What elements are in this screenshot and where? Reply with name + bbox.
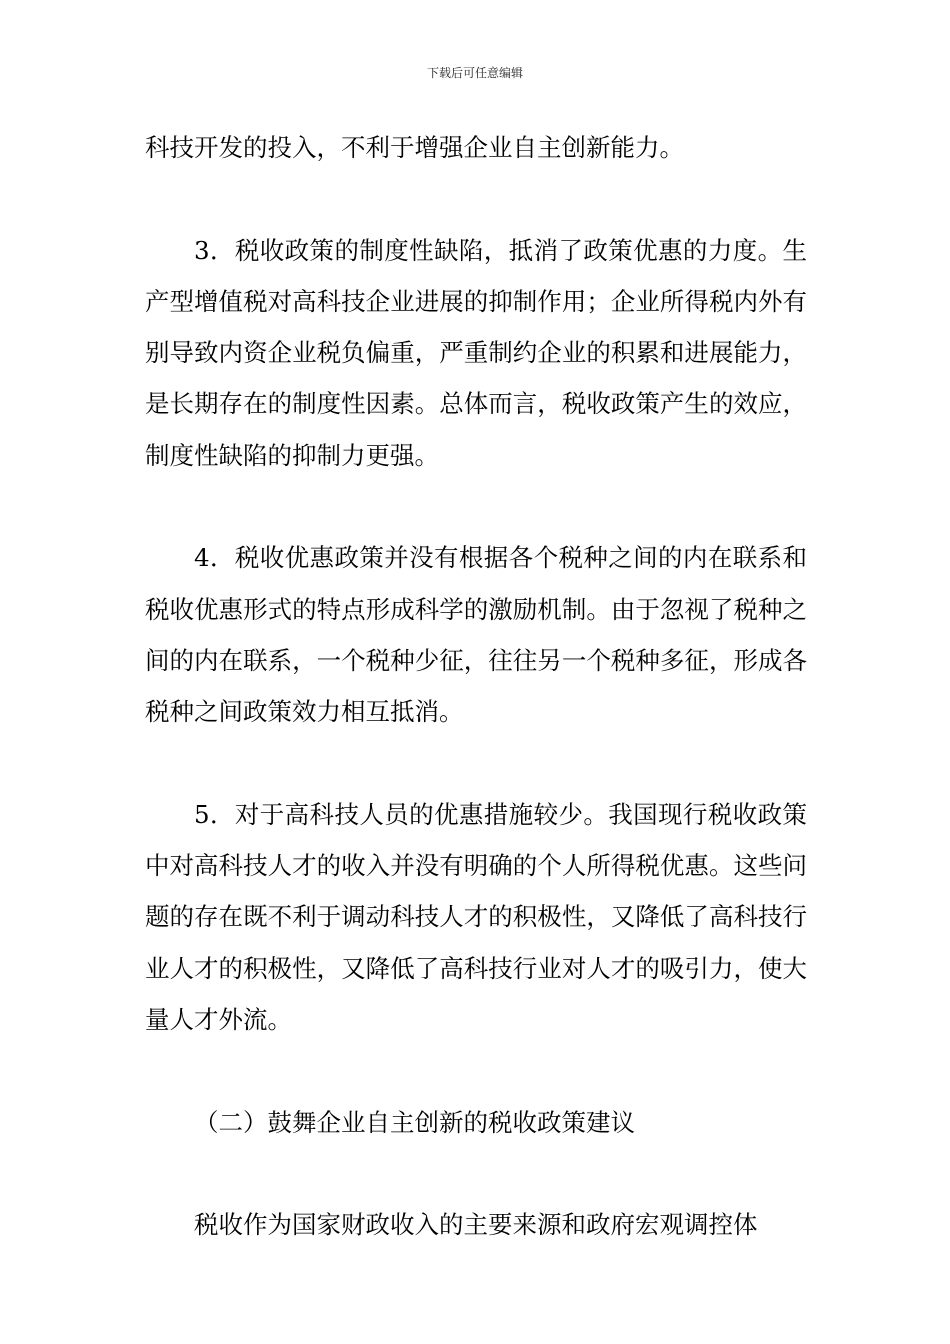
page-header-note: 下载后可任意编辑: [426, 66, 523, 80]
section-heading: （二）鼓舞企业自主创新的税收政策建议: [194, 1107, 635, 1137]
paragraph-gap: [145, 738, 807, 789]
paragraph-gap: [145, 173, 807, 224]
document-body: [145, 122, 807, 1251]
paragraph-item-4: 4．税收优惠政策并没有根据各个税种之间的内在联系和税收优惠形式的特点形成科学的激励机制。由于忽视了税种之间的内在联系，一个税种少征，往往另一个税种多征，形成各税种之间政策效力相互抵消。: [145, 543, 807, 727]
paragraph-gap: [145, 1148, 807, 1199]
paragraph-gap: [145, 481, 807, 532]
paragraph-item-3: 3．税收政策的制度性缺陷，抵消了政策优惠的力度。生产型增值税对高科技企业进展的抑制作用；企业所得税内外有别导致内资企业税负偏重，严重制约企业的积累和进展能力，是长期存在的制度性因素。总体而言，税收政策产生的效应，制度性缺陷的抑制力更强。: [145, 235, 807, 470]
paragraph-tax-intro: 税收作为国家财政收入的主要来源和政府宏观调控体: [194, 1210, 758, 1240]
paragraph-continuation: 科技开发的投入，不利于增强企业自主创新能力。: [145, 133, 684, 162]
paragraph-gap: [145, 1045, 807, 1096]
paragraph-item-5: 5．对于高科技人员的优惠措施较少。我国现行税收政策中对高科技人才的收入并没有明确的个人所得税优惠。这些问题的存在既不利于调动科技人才的积极性，又降低了高科技行业人才的积极性，又降低了高科技行业对人才的吸引力，使大量人才外流。: [145, 799, 807, 1035]
